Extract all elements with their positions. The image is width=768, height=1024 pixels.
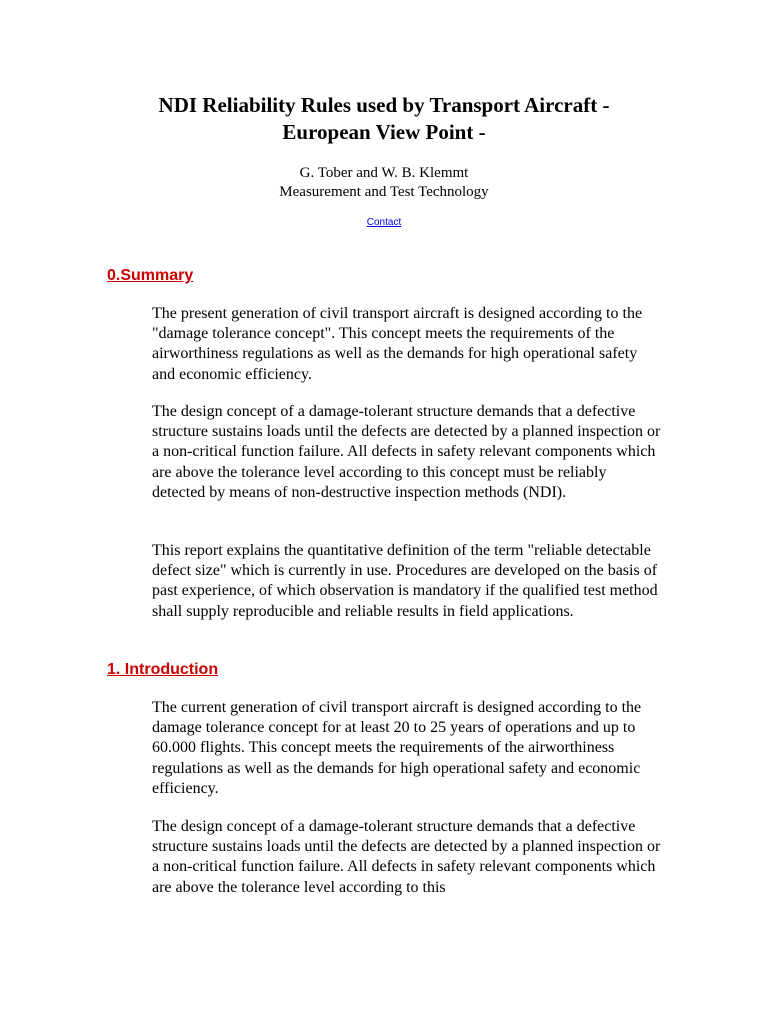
document-title [0,92,768,146]
summary-paragraph-2: The design concept of a damage-tolerant structure demands that a defective structure sustains loads until the defects are detected by a planned inspection or a non-critical function failure. All defects in safety relevant components which are above the tolerance level according to this concept must be reliably detected by means of non-destructive inspection methods (NDI). [152,403,661,501]
introduction-heading[interactable]: 1. Introduction [107,661,219,678]
summary-paragraph-3: This report explains the quantitative definition of the term "reliable detectable defect size" which is currently in use. Procedures are developed on the basis of past experience, of which observation is mandatory if the qualified test method shall supply reproducible and reliable results in field applications. [152,542,658,620]
contact-block [0,217,768,229]
authors: G. Tober and W. B. Klemmt [299,165,469,181]
introduction-paragraph-1: The current generation of civil transport aircraft is designed according to the damage tolerance concept for at least 20 to 25 years of operations and up to 60.000 flights. This concept meets the requirements of the airworthiness regulations as well as the demands for high operational safety and economic efficiency. [152,699,642,797]
contact-link[interactable]: Contact [366,217,402,228]
summary-heading[interactable]: 0.Summary [107,267,194,284]
title-line-2: European View Point - [282,120,486,144]
title-line-1: NDI Reliability Rules used by Transport Aircraft - [158,93,610,117]
author-block [0,164,768,202]
introduction-paragraph-2: The design concept of a damage-tolerant structure demands that a defective structure sustains loads until the defects are detected by a planned inspection or a non-critical function failure. All defects in safety relevant components which are above the tolerance level according to this [152,818,661,896]
affiliation: Measurement and Test Technology [279,184,489,200]
summary-paragraph-1: The present generation of civil transport aircraft is designed according to the "damage tolerance concept". This concept meets the requirements of the airworthiness regulations as well as the demands for high operational safety and economic efficiency. [152,305,643,383]
